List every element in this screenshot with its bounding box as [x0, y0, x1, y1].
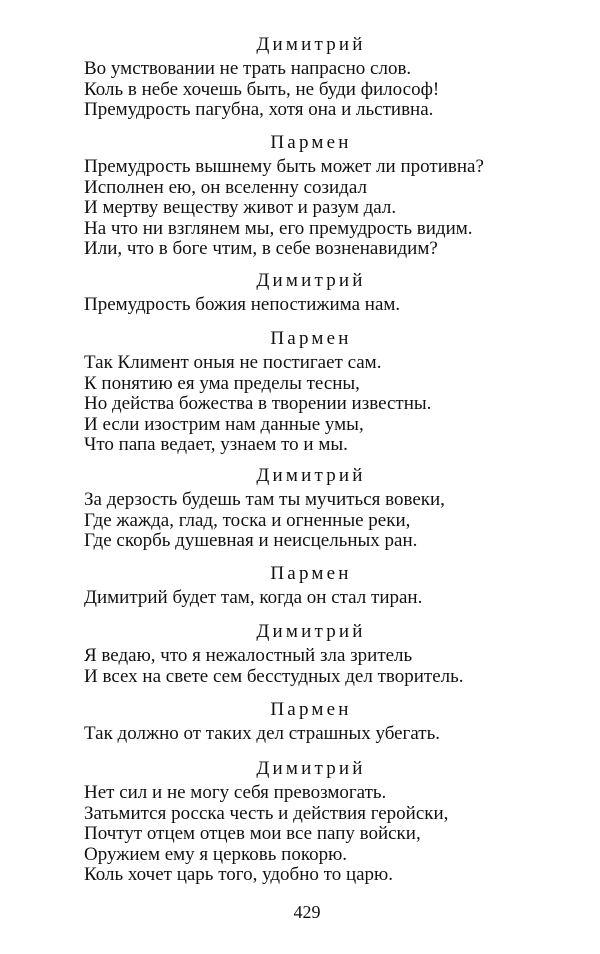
verse-lines: [0, 588, 600, 609]
verse-line: Нет сил и не могу себя превозмогать.: [84, 782, 387, 803]
verse-line: Димитрий будет там, когда он стал тиран.: [84, 587, 423, 608]
speaker-name: Димитрий: [256, 758, 366, 779]
verse-line: Так должно от таких дел страшных убегать.: [84, 723, 441, 744]
verse-line: К понятию ея ума пределы тесны,: [84, 372, 360, 394]
verse-lines: [0, 295, 600, 316]
verse-line: Где жажда, глад, тоска и огненные реки,: [84, 509, 411, 531]
verse-line: И всех на свете сем бесстудных дел творитель.: [84, 665, 464, 687]
verse-line: И мертву веществу живот и разум дал.: [84, 197, 397, 219]
verse-lines: [0, 490, 600, 552]
speech-block: [0, 327, 600, 456]
verse-line: На что ни взглянем мы, его премудрость видим.: [84, 217, 473, 239]
verse-lines: [0, 646, 600, 687]
speaker-name: Пармен: [270, 328, 352, 349]
verse-line: Почтут отцем отцев мои все папу войски,: [84, 823, 421, 845]
speaker-name: Димитрий: [256, 621, 366, 642]
speech-block: [0, 698, 600, 745]
verse-line: Или, что в боге чтим, в себе возненавидим?: [84, 238, 438, 260]
speech-block: [0, 131, 600, 260]
verse-line: Что папа ведает, узнаем то и мы.: [84, 434, 348, 456]
verse-lines: [0, 157, 600, 260]
verse-line: Премудрость пагубна, хотя она и льстивна.: [84, 99, 434, 121]
verse-line: Где скорбь душевная и неисцельных ран.: [84, 530, 418, 552]
speech-block: [0, 562, 600, 609]
speech-block: [0, 464, 600, 552]
verse-lines: [0, 59, 600, 121]
speech-block: [0, 33, 600, 121]
verse-line: Премудрость божия непостижима нам.: [84, 294, 401, 315]
verse-line: Затьмится росска честь и действия геройски,: [84, 802, 449, 824]
verse-line: За дерзость будешь там ты мучиться вовеки,: [84, 489, 445, 510]
speech-block: [0, 757, 600, 886]
verse-line: И если изострим нам данные умы,: [84, 413, 364, 435]
verse-line: Коль хочет царь того, удобно то царю.: [84, 864, 393, 886]
verse-line: Премудрость вышнему быть может ли противна?: [84, 156, 484, 177]
verse-line: Я ведаю, что я нежалостный зла зритель: [84, 645, 413, 666]
speaker-name: Пармен: [270, 563, 352, 584]
speaker-name: Димитрий: [256, 270, 366, 291]
speaker-name: Димитрий: [256, 34, 366, 55]
speaker-name: Пармен: [270, 132, 352, 153]
speaker-name: Димитрий: [256, 465, 366, 486]
verse-line: Но действа божества в творении известны.: [84, 393, 432, 415]
verse-line: Так Климент оныя не постигает сам.: [84, 352, 382, 373]
verse-line: Оружием ему я церковь покорю.: [84, 843, 348, 865]
verse-line: Во умствовании не трать напрасно слов.: [84, 58, 412, 79]
verse-line: Коль в небе хочешь быть, не буди философ!: [84, 78, 440, 100]
verse-lines: [0, 353, 600, 456]
speech-block: [0, 269, 600, 316]
speaker-name: Пармен: [270, 699, 352, 720]
page-number: 429: [293, 902, 321, 922]
verse-line: Исполнен ею, он вселенну созидал: [84, 176, 367, 198]
verse-lines: [0, 724, 600, 745]
verse-lines: [0, 783, 600, 886]
speech-block: [0, 620, 600, 687]
